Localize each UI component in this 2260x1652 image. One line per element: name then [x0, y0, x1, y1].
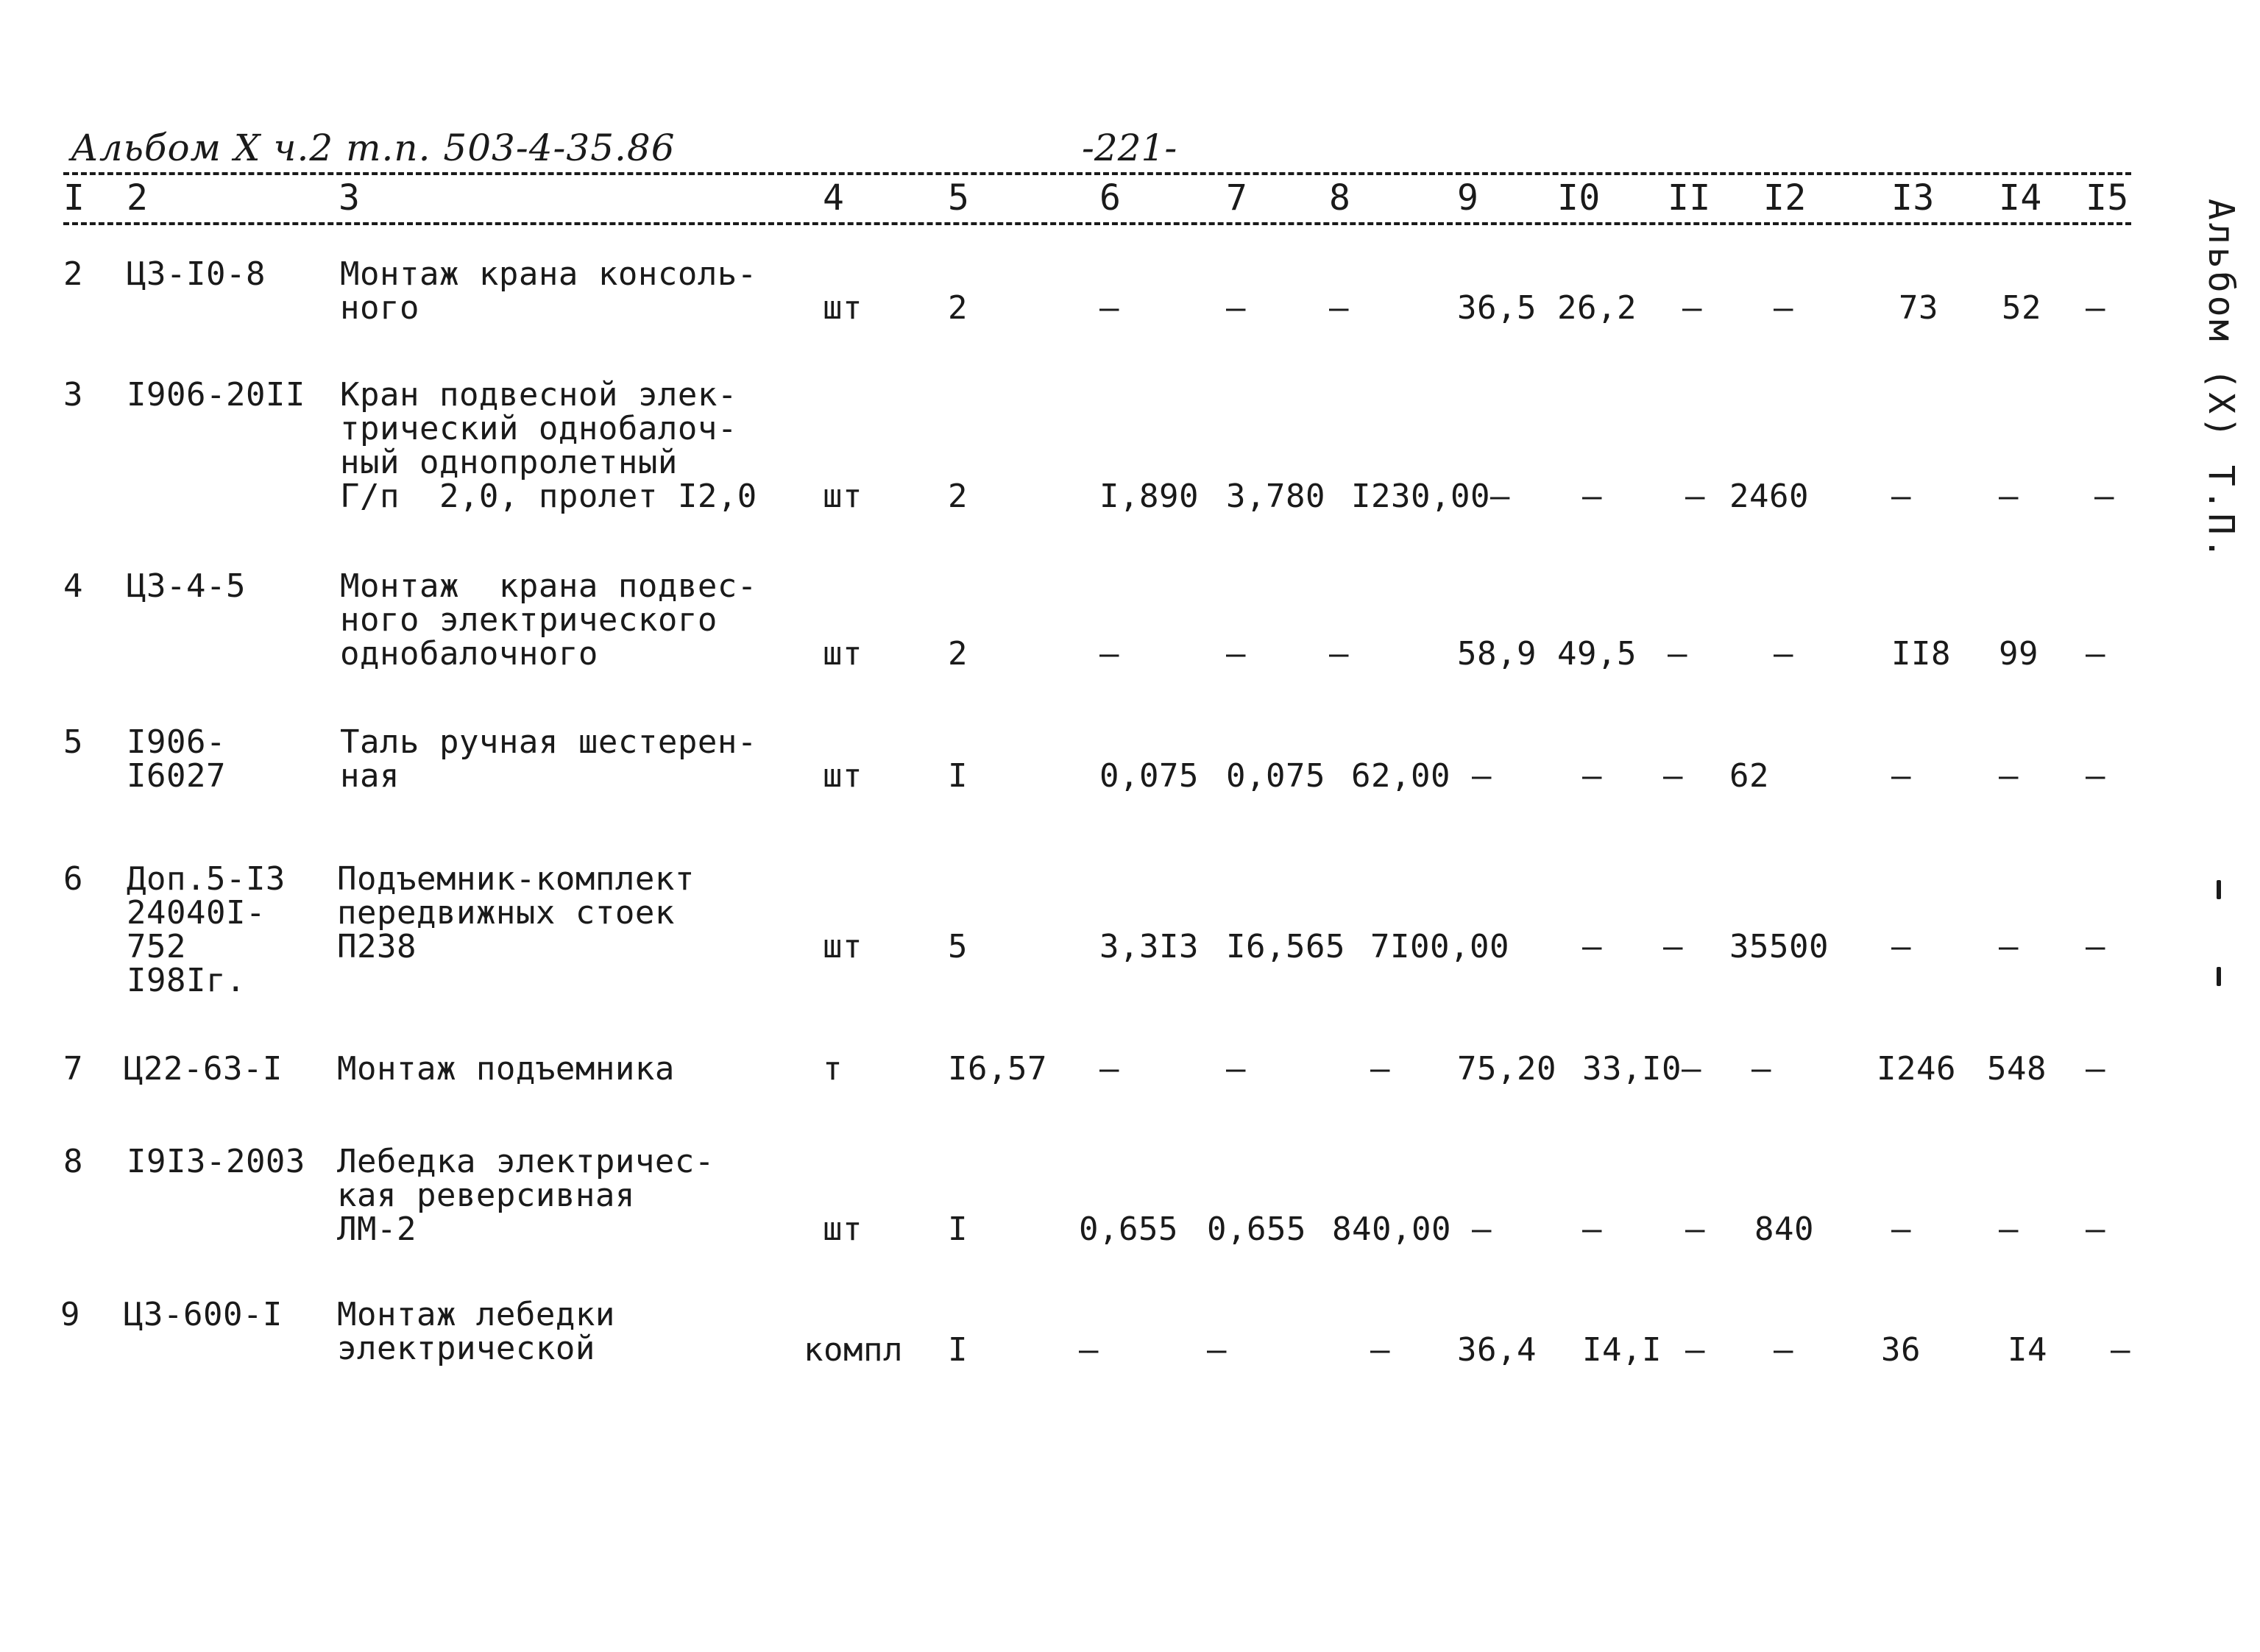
- row-6-col6: 3,3I3: [1099, 928, 1199, 965]
- row-7-col8: –: [1370, 1050, 1390, 1088]
- row-3-col10: –: [1582, 478, 1602, 515]
- row-2-qty: 2: [948, 289, 968, 327]
- row-5-unit: шт: [823, 757, 862, 795]
- row-5-qty: I: [948, 757, 968, 795]
- row-8-unit: шт: [823, 1210, 862, 1248]
- row-3-col15: –: [2094, 478, 2114, 515]
- row-2-col15: –: [2086, 289, 2105, 327]
- row-9-col11: –: [1685, 1331, 1705, 1369]
- col-header-15: I5: [2086, 177, 2129, 219]
- row-6-name: Подъемник-комплект передвижных стоек П238: [337, 860, 695, 965]
- col-header-8: 8: [1329, 177, 1351, 219]
- row-7-col12: –: [1751, 1050, 1771, 1088]
- row-8-col12: 840: [1754, 1210, 1814, 1248]
- row-3-unit: шт: [823, 478, 862, 515]
- row-3-col6: I,890: [1099, 478, 1199, 515]
- row-2-col13: 73: [1899, 289, 1938, 327]
- row-4-unit: шт: [823, 635, 862, 673]
- row-6-code: Доп.5-I3 24040I- 752 I98Iг.: [127, 860, 286, 999]
- row-3-col12: 2460: [1729, 478, 1809, 515]
- header-rule-top: [63, 172, 2131, 175]
- col-header-4: 4: [823, 177, 845, 219]
- row-8-qty: I: [948, 1210, 968, 1248]
- col-header-3: 3: [339, 177, 361, 219]
- row-7-qty: I6,57: [948, 1050, 1047, 1088]
- side-tick-mark-1: [2217, 880, 2221, 899]
- row-7-col15: –: [2086, 1050, 2105, 1088]
- row-3-qty: 2: [948, 478, 968, 515]
- row-7-num: 7: [63, 1050, 83, 1088]
- row-3-code: I906-20II: [127, 376, 305, 414]
- row-5-col15: –: [2086, 757, 2105, 795]
- row-3-col7: 3,780: [1226, 478, 1325, 515]
- row-7-col6: –: [1099, 1050, 1119, 1088]
- row-4-code: Ц3-4-5: [127, 567, 246, 605]
- row-3-num: 3: [63, 376, 83, 414]
- row-5-col8: 62,00: [1351, 757, 1450, 795]
- row-4-col12: –: [1774, 635, 1793, 673]
- col-header-10: I0: [1557, 177, 1601, 219]
- row-2-col10: 26,2: [1557, 289, 1637, 327]
- row-6-qty: 5: [948, 928, 968, 965]
- row-8-col14: –: [1999, 1210, 2019, 1248]
- col-header-11: II: [1668, 177, 1711, 219]
- row-5-col7: 0,075: [1226, 757, 1325, 795]
- row-6-col8: 7I00,00: [1370, 928, 1509, 965]
- row-8-num: 8: [63, 1143, 83, 1180]
- row-8-col15: –: [2086, 1210, 2105, 1248]
- col-header-6: 6: [1099, 177, 1122, 219]
- row-3-col8: I230,00–: [1351, 478, 1510, 515]
- row-8-col13: –: [1891, 1210, 1911, 1248]
- row-6-col13: –: [1891, 928, 1911, 965]
- row-2-col6: –: [1099, 289, 1119, 327]
- col-header-9: 9: [1457, 177, 1479, 219]
- row-3-col14: –: [1999, 478, 2019, 515]
- side-album-label: Альбом (X) Т.П.: [2200, 199, 2242, 562]
- row-5-col14: –: [1999, 757, 2019, 795]
- row-9-col13: 36: [1881, 1331, 1921, 1369]
- row-9-col9: 36,4: [1457, 1331, 1537, 1369]
- row-2-col7: –: [1226, 289, 1246, 327]
- row-4-col6: –: [1099, 635, 1119, 673]
- row-2-num: 2: [63, 255, 83, 293]
- row-6-unit: шт: [823, 928, 862, 965]
- row-9-col6: –: [1079, 1331, 1099, 1369]
- row-6-col14: –: [1999, 928, 2019, 965]
- row-4-col7: –: [1226, 635, 1246, 673]
- row-6-num: 6: [63, 860, 83, 898]
- col-header-12: I2: [1763, 177, 1807, 219]
- row-2-col12: –: [1774, 289, 1793, 327]
- row-4-col13: II8: [1891, 635, 1951, 673]
- row-5-col6: 0,075: [1099, 757, 1199, 795]
- row-4-col9: 58,9: [1457, 635, 1537, 673]
- col-header-1: I: [63, 177, 85, 219]
- row-9-num: 9: [60, 1296, 80, 1333]
- row-9-name: Монтаж лебедки электрической: [337, 1296, 615, 1367]
- row-4-num: 4: [63, 567, 83, 605]
- row-3-col13: –: [1891, 478, 1911, 515]
- row-2-col9: 36,5: [1457, 289, 1537, 327]
- row-9-col14: I4: [2008, 1331, 2047, 1369]
- row-6-col11: –: [1663, 928, 1683, 965]
- row-4-col15: –: [2086, 635, 2105, 673]
- row-7-col9: 75,20: [1457, 1050, 1556, 1088]
- row-8-col7: 0,655: [1207, 1210, 1306, 1248]
- row-2-col11: –: [1682, 289, 1702, 327]
- row-4-col10: 49,5: [1557, 635, 1637, 673]
- page-number: -221-: [1082, 127, 1177, 169]
- row-2-unit: шт: [823, 289, 862, 327]
- col-header-13: I3: [1891, 177, 1935, 219]
- row-5-col10: –: [1582, 757, 1602, 795]
- row-6-col7: I6,565: [1226, 928, 1345, 965]
- row-2-col14: 52: [2002, 289, 2041, 327]
- row-8-code: I9I3-2003: [127, 1143, 305, 1180]
- row-9-col7: –: [1207, 1331, 1227, 1369]
- row-9-code: Ц3-600-I: [124, 1296, 283, 1333]
- row-9-qty: I: [948, 1331, 968, 1369]
- row-4-col14: 99: [1999, 635, 2038, 673]
- row-4-col8: –: [1329, 635, 1349, 673]
- row-9-unit: компл: [804, 1331, 903, 1369]
- row-5-num: 5: [63, 723, 83, 761]
- row-7-code: Ц22-63-I: [124, 1050, 283, 1088]
- col-header-2: 2: [127, 177, 149, 219]
- row-6-col10: –: [1582, 928, 1602, 965]
- row-6-col15: –: [2086, 928, 2105, 965]
- col-header-7: 7: [1226, 177, 1248, 219]
- row-6-col12: 35500: [1729, 928, 1829, 965]
- header-rule-bottom: [63, 222, 2131, 225]
- row-2-name: Монтаж крана консоль- ного: [340, 255, 757, 327]
- row-9-col8: –: [1370, 1331, 1390, 1369]
- row-2-col8: –: [1329, 289, 1349, 327]
- row-8-col6: 0,655: [1079, 1210, 1178, 1248]
- row-9-col12: –: [1774, 1331, 1793, 1369]
- row-5-col9: –: [1472, 757, 1492, 795]
- row-8-col9: –: [1472, 1210, 1492, 1248]
- side-tick-mark-2: [2217, 967, 2221, 986]
- row-8-name: Лебедка электричес- кая реверсивная ЛМ-2: [337, 1143, 715, 1248]
- row-9-col15: –: [2111, 1331, 2130, 1369]
- row-3-name: Кран подвесной элек- трический однобалоч- ный однопролетный Г/п 2,0, пролет I2,0: [340, 376, 757, 515]
- col-header-5: 5: [948, 177, 970, 219]
- row-5-col13: –: [1891, 757, 1911, 795]
- row-4-col11: –: [1668, 635, 1687, 673]
- row-8-col11: –: [1685, 1210, 1705, 1248]
- row-3-col11: –: [1685, 478, 1705, 515]
- row-8-col8: 840,00: [1332, 1210, 1451, 1248]
- col-header-14: I4: [1999, 177, 2042, 219]
- row-7-col13: I246: [1877, 1050, 1956, 1088]
- row-5-name: Таль ручная шестерен- ная: [340, 723, 757, 795]
- row-7-name: Монтаж подъемника: [337, 1050, 675, 1088]
- row-7-col7: –: [1226, 1050, 1246, 1088]
- row-4-name: Монтаж крана подвес- ного электрического однобалочного: [340, 567, 757, 673]
- row-5-code: I906- I6027: [127, 723, 226, 795]
- row-7-unit: т: [823, 1050, 843, 1088]
- row-5-col11: –: [1663, 757, 1683, 795]
- row-8-col10: –: [1582, 1210, 1602, 1248]
- row-5-col12: 62: [1729, 757, 1769, 795]
- row-9-col10: I4,I: [1582, 1331, 1662, 1369]
- row-2-code: Ц3-I0-8: [127, 255, 266, 293]
- row-7-col14: 548: [1987, 1050, 2047, 1088]
- row-4-qty: 2: [948, 635, 968, 673]
- row-7-col10: 33,I0–: [1582, 1050, 1701, 1088]
- album-reference: Альбом Х ч.2 т.п. 503-4-35.86: [71, 127, 676, 169]
